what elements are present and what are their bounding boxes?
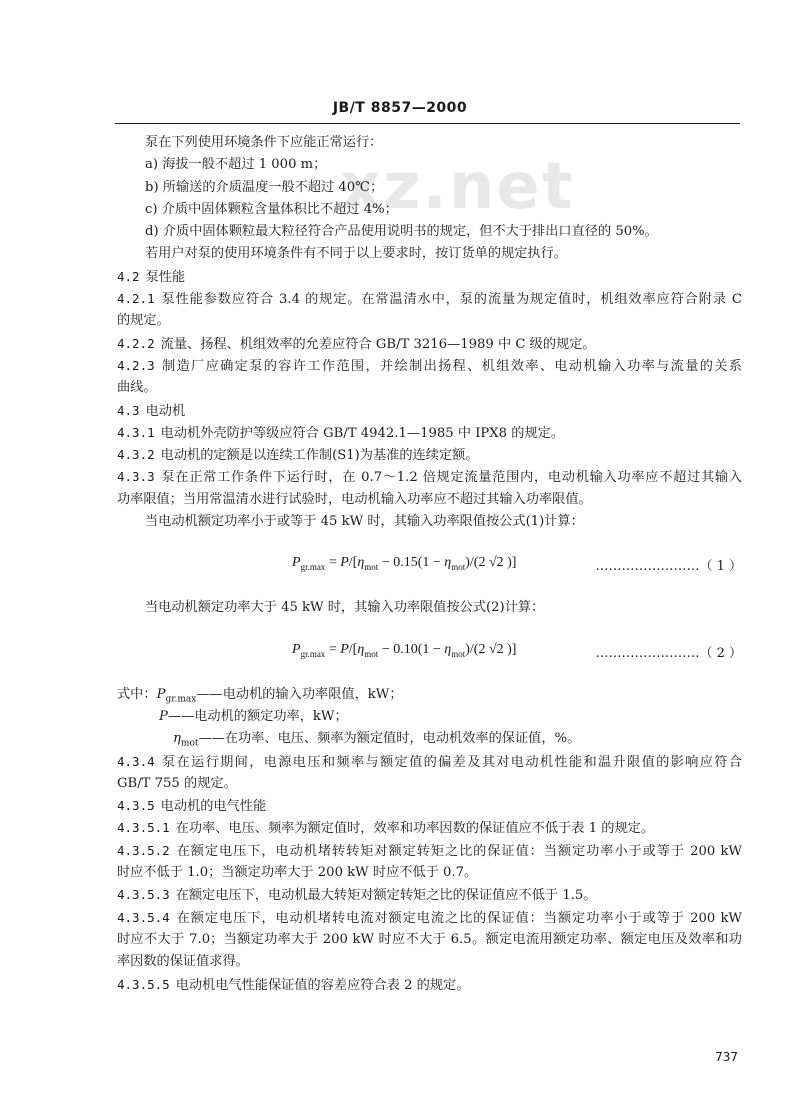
definition-3-text: ——在功率、电压、频率为额定值时，电动机效率的保证值，%。 bbox=[198, 731, 581, 747]
clause-number: 4.3.4 bbox=[117, 753, 155, 769]
clause-4-3-5-1 bbox=[117, 817, 742, 839]
formula-2: $P_{gr.max} = P/[\eta_{mot} - 0.10(1 - \eta_{mot})/(2$ √2 )] bbox=[292, 641, 517, 659]
clause-4-3-4-line1 bbox=[117, 751, 742, 773]
clause-4-2-1-line2: 的规定。 bbox=[117, 313, 170, 329]
condition-2: 当电动机额定功率大于 45 kW 时，其输入功率限值按公式(2)计算： bbox=[145, 600, 545, 616]
clause-text: 电动机的电气性能 bbox=[160, 799, 267, 815]
section-title: 电动机 bbox=[145, 403, 186, 419]
formula-2-row bbox=[117, 620, 742, 676]
definition-1: 式中：$P_{gr.max}——$电动机的输入功率限值，kW； bbox=[117, 686, 403, 705]
clause-4-3-3-line2: 功率限值；当用常温清水进行试验时，电动机输入功率应不超过其输入功率限值。 bbox=[117, 491, 592, 507]
clause-text: 泵性能参数应符合 3.4 的规定。在常温清水中，泵的流量为规定值时，机组效率应符合附录 C bbox=[160, 292, 742, 308]
section-number: 4.3 bbox=[117, 402, 140, 418]
page-header-doc-code: JB/T 8857—2000 bbox=[332, 100, 468, 116]
clause-4-3-5-2-line1 bbox=[117, 840, 742, 862]
clause-4-2-2 bbox=[117, 333, 742, 355]
clause-4-3-5 bbox=[117, 795, 742, 817]
formula-1-row bbox=[117, 533, 742, 589]
watermark: xz.net bbox=[340, 150, 575, 224]
formula-1: $P_{gr.max} = P/[\eta_{mot} - 0.15(1 - \eta_{mot})/(2$ √2 )] bbox=[292, 555, 517, 573]
definition-2: P——电动机的额定功率，kW； bbox=[159, 708, 348, 724]
definition-1-text: ——电动机的输入功率限值，kW； bbox=[196, 686, 403, 702]
env-item-b: b) 所输送的介质温度一般不超过 40℃； bbox=[145, 179, 384, 195]
clause-4-3-5-4-line2: 时应不大于 7.0；当额定功率大于 200 kW 时应不大于 6.5。额定电流用额定功率、额定电压及效率和功 bbox=[117, 931, 742, 947]
clause-4-2-3-line1 bbox=[117, 355, 742, 377]
clause-4-2-3-line2: 曲线。 bbox=[117, 380, 157, 396]
clause-4-3-5-2-line2: 时应不低于 1.0；当额定功率大于 200 kW 时应不低于 0.7。 bbox=[117, 865, 478, 881]
section-4-2-heading bbox=[117, 266, 742, 288]
section-4-3-heading bbox=[117, 400, 742, 422]
clause-text: 在功率、电压、频率为额定值时，效率和功率因数的保证值应不低于表 1 的规定。 bbox=[175, 821, 655, 837]
env-note: 若用户对泵的使用环境条件有不同于以上要求时，按订货单的规定执行。 bbox=[145, 246, 567, 262]
clause-text: 电动机的定额是以连续工作制(S1)为基准的连续定额。 bbox=[160, 448, 479, 464]
section-number: 4.2 bbox=[117, 268, 140, 284]
symbol-definitions bbox=[117, 684, 742, 751]
clause-number: 4.3.5.4 bbox=[117, 909, 170, 925]
clause-4-3-5-3 bbox=[117, 884, 742, 906]
clause-text: 在额定电压下，电动机最大转矩对额定转矩之比的保证值应不低于 1.5。 bbox=[175, 888, 597, 904]
formula-1-number: ……………………（ 1 ） bbox=[595, 559, 742, 575]
header-rule bbox=[115, 123, 740, 124]
section-title: 泵性能 bbox=[145, 269, 186, 285]
definition-3: $\eta_{mot}——$在功率、电压、频率为额定值时，电动机效率的保证值，%。 bbox=[173, 731, 581, 749]
clause-number: 4.2.2 bbox=[117, 335, 155, 351]
formula-2-number: ……………………（ 2 ） bbox=[595, 645, 742, 661]
definitions-intro: 式中： bbox=[117, 686, 157, 702]
clause-number: 4.3.5.3 bbox=[117, 887, 170, 903]
clause-number: 4.3.1 bbox=[117, 424, 155, 440]
clause-text: 流量、扬程、机组效率的允差应符合 GB/T 3216—1989 中 C 级的规定。 bbox=[160, 336, 596, 352]
clause-number: 4.3.5.1 bbox=[117, 820, 170, 836]
clause-text: 电动机外壳防护等级应符合 GB/T 4942.1—1985 中 IPX8 的规定。 bbox=[160, 425, 565, 441]
clause-number: 4.2.3 bbox=[117, 357, 155, 373]
clause-4-3-5-4-line1 bbox=[117, 907, 742, 929]
clause-number: 4.3.2 bbox=[117, 447, 155, 463]
env-item-a: a) 海拔一般不超过 1 000 m； bbox=[145, 157, 327, 173]
clause-text: 泵在正常工作条件下运行时，在 0.7～1.2 倍规定流量范围内，电动机输入功率应不超过其输入 bbox=[160, 470, 742, 486]
document-body bbox=[117, 132, 742, 996]
clause-4-3-2 bbox=[117, 444, 742, 466]
spacer bbox=[117, 589, 742, 597]
clause-4-2-1-line1 bbox=[117, 288, 742, 310]
clause-text: 在额定电压下，电动机堵转电流对额定电流之比的保证值：当额定功率小于或等于 200 kW bbox=[175, 910, 742, 926]
clause-text: 在额定电压下，电动机堵转转矩对额定转矩之比的保证值：当额定功率小于或等于 200 kW bbox=[175, 843, 742, 859]
formula-2-coefficient: 0.10 bbox=[393, 641, 418, 657]
env-item-d: d) 介质中固体颗粒最大粒径符合产品使用说明书的规定，但不大于排出口直径的 50%。 bbox=[145, 224, 658, 240]
clause-4-3-5-5 bbox=[117, 974, 742, 996]
spacer bbox=[117, 676, 742, 684]
clause-text: 电动机电气性能保证值的容差应符合表 2 的规定。 bbox=[175, 977, 470, 993]
clause-number: 4.2.1 bbox=[117, 291, 155, 307]
clause-number: 4.3.3 bbox=[117, 469, 155, 485]
env-intro: 泵在下列使用环境条件下应能正常运行： bbox=[145, 135, 383, 150]
condition-1: 当电动机额定功率小于或等于 45 kW 时，其输入功率限值按公式(1)计算： bbox=[145, 514, 584, 530]
clause-text: 泵在运行期间，电源电压和频率与额定值的偏差及其对电动机性能和温升限值的影响应符合 bbox=[160, 754, 742, 770]
clause-4-3-5-4-line3: 率因数的保证值求得。 bbox=[117, 954, 249, 970]
clause-number: 4.3.5.5 bbox=[117, 976, 170, 992]
clause-4-3-4-line2: GB/T 755 的规定。 bbox=[117, 775, 237, 791]
env-item-c: c) 介质中固体颗粒含量体积比不超过 4%； bbox=[145, 201, 398, 217]
clause-number: 4.3.5.2 bbox=[117, 842, 170, 858]
clause-text: 制造厂应确定泵的容许工作范围，并绘制出扬程、机组效率、电动机输入功率与流量的关系 bbox=[160, 358, 742, 374]
formula-1-coefficient: 0.15 bbox=[393, 555, 418, 571]
page-number: 737 bbox=[715, 1050, 738, 1064]
clause-4-3-3-line1 bbox=[117, 466, 742, 488]
clause-number: 4.3.5 bbox=[117, 798, 155, 814]
clause-4-3-1 bbox=[117, 422, 742, 444]
definition-2-text: ——电动机的额定功率，kW； bbox=[167, 708, 348, 724]
